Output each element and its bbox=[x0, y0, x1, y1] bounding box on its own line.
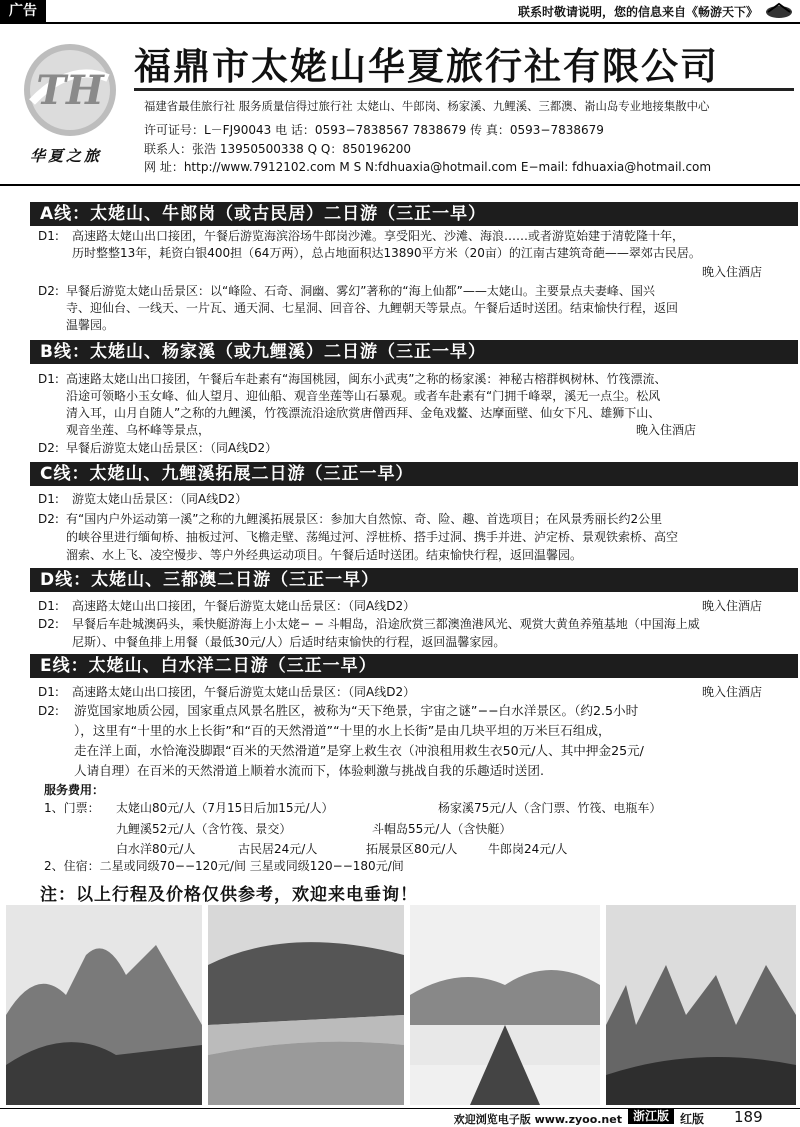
route-b-title: B线：太姥山、杨家溪（或九鲤溪）二日游（三正一早） bbox=[40, 342, 486, 362]
route-b-d2-text: 早餐后游览太姥山岳景区：（同A线D2） bbox=[66, 441, 278, 455]
fees-title: 服务费用： bbox=[44, 783, 105, 797]
license-line: 许可证号：L－FJ90043 电 话：0593−7838567 7838679 传 真：0593−7838679 bbox=[144, 123, 604, 137]
ad-label: 广告 bbox=[0, 0, 46, 22]
route-a-d1-text: 历时整整13年，耗资白银400担（64万两），总占地面积达13890平方米（20亩）的江南古建筑奇葩——翠郊古民居。 bbox=[72, 246, 701, 260]
footer-rule bbox=[0, 1108, 800, 1109]
notice: 注：以上行程及价格仅供参考，欢迎来电垂询！ bbox=[40, 885, 418, 905]
route-b-d1-text: 沿途可领略小玉女峰、仙人望月、迎仙船、观音坐莲等山石暴观。或者车赴素有“门拥千峰翠，溪无一点尘。松风 bbox=[66, 389, 661, 403]
logo-letters: TH bbox=[36, 67, 104, 114]
route-e-d2-text: 走在洋上面，水恰淹没脚跟“百米的天然滑道”是穿上救生衣（冲浪租用救生衣50元/人、其中押金25元/ bbox=[74, 743, 644, 758]
route-b-title-bar bbox=[30, 340, 798, 364]
route-c-d2-label: D2: bbox=[38, 512, 59, 526]
contact-person-line: 联系人：张浩 13950500338 Q Q：850196200 bbox=[144, 142, 412, 156]
route-a-d2-text: 早餐后游览太姥山岳景区：以“峰险、石奇、洞幽、雾幻”著称的“海上仙都”——太姥山。主要景点夫妻峰、国兴 bbox=[66, 284, 655, 298]
footer-red-label: 红版 bbox=[680, 1112, 705, 1126]
route-e-d2-text: ），这里有“十里的水上长街”和“百的天然滑道”“十里的水上长街”是由几块平坦的万米巨石组成， bbox=[74, 723, 611, 738]
route-d-d1-hotel: 晚入住酒店 bbox=[701, 599, 762, 613]
title-rule bbox=[134, 88, 794, 91]
route-c-d1-label: D1: bbox=[38, 492, 59, 506]
route-d-d1-text: 高速路太姥山出口接团，午餐后游览太姥山岳景区：（同A线D2） bbox=[72, 599, 416, 613]
route-e-d1-hotel: 晚入住酒店 bbox=[701, 685, 762, 699]
ticket-price: 拓展景区80元/人 bbox=[366, 842, 458, 856]
route-b-d1-text: 清入耳，山月自随人”之称的九鲤溪，竹筏漂流沿途欣赏唐僧西拜、金龟戏鳌、达摩面壁、仙女下凡、雄狮下山、 bbox=[66, 406, 661, 420]
ticket-price: 杨家溪75元/人（含门票、竹筏、电瓶车） bbox=[438, 801, 662, 815]
route-e-d2-text: 游览国家地质公园，国家重点风景名胜区，被称为“天下绝景，宇宙之谜”−−白水洋景区。（约2.5小时 bbox=[74, 703, 639, 718]
route-e-title: E线：太姥山、白水洋二日游（三正一早） bbox=[40, 656, 377, 676]
ticket-price: 斗帽岛55元/人（含快艇） bbox=[372, 822, 512, 836]
route-e-d1-text: 高速路太姥山出口接团，午餐后游览太姥山岳景区：（同A线D2） bbox=[72, 685, 416, 699]
ticket-price: 牛郎岗24元/人 bbox=[488, 842, 568, 856]
route-d-title: D线：太姥山、三都澳二日游（三正一早） bbox=[40, 570, 380, 590]
route-a-title-bar bbox=[30, 202, 798, 226]
route-b-d1-text: 高速路太姥山出口接团，午餐后车赴素有“海国桃园，闽东小武夷”之称的杨家溪：神秘古榕群枫树林、竹筏漂流、 bbox=[66, 372, 667, 386]
route-c-d2-text: 溜索、水上飞、凌空慢步、等户外经典运动项目。午餐后适时送团。结束愉快行程，返回温馨园。 bbox=[66, 548, 583, 562]
tickets-label: 1、门票： bbox=[44, 801, 100, 815]
route-b-d1-text: 观音坐莲、乌杯峰等景点， bbox=[66, 423, 211, 437]
route-a-d1-label: D1: bbox=[38, 229, 59, 243]
header-rule bbox=[0, 184, 800, 186]
footer-website: 欢迎浏览电子版 www.zyoo.net bbox=[453, 1113, 622, 1126]
route-d-d1-label: D1: bbox=[38, 599, 59, 613]
route-d-title-bar bbox=[30, 568, 798, 592]
company-name: 福鼎市太姥山华夏旅行社有限公司 bbox=[134, 45, 719, 88]
page-number: 189 bbox=[734, 1108, 763, 1126]
route-b-d2-label: D2: bbox=[38, 441, 59, 455]
route-b-d1-hotel: 晚入住酒店 bbox=[636, 423, 697, 437]
ticket-price: 太姥山80元/人（7月15日后加15元/人） bbox=[116, 801, 334, 815]
route-e-d2-label: D2: bbox=[38, 704, 59, 718]
ticket-price: 白水洋80元/人 bbox=[116, 842, 196, 856]
magazine-logo-icon bbox=[764, 2, 794, 20]
route-d-d2-text: 早餐后车赴城澳码头，乘快艇游海上小太姥− − 斗帽岛，沿途欣赏三都澳渔港风光、观赏大黄鱼养殖基地（中国海上威 bbox=[72, 617, 700, 631]
route-b-d1-label: D1: bbox=[38, 372, 59, 386]
route-c-d2-text: 有“国内户外运动第一溪”之称的九鲤溪拓展景区：参加大自然惊、奇、险、趣、首选项目；在风景秀丽长约2公里 bbox=[66, 512, 663, 526]
route-a-d1-text: 高速路太姥山出口接团，午餐后游览海滨浴场牛郎岗沙滩。享受阳光、沙滩、海浪……或者游览始建于清乾隆十年， bbox=[72, 229, 685, 243]
route-a-d1-hotel: 晚入住酒店 bbox=[701, 265, 762, 279]
route-c-d2-text: 的峡谷里进行缅甸桥、抽板过河、飞檐走壁、荡绳过河、浮桩桥、搭手过洞、携手并进、泸定桥、景观铁索桥、高空 bbox=[66, 530, 679, 544]
photo-stone-forest bbox=[606, 905, 796, 1105]
hotel-price: 2、住宿：二星或同级70−−120元/间 三星或同级120−−180元/间 bbox=[44, 859, 404, 873]
ticket-price: 古民居24元/人 bbox=[238, 842, 318, 856]
route-a-title: A线：太姥山、牛郎岗（或古民居）二日游（三正一早） bbox=[40, 204, 487, 224]
route-e-d2-text: 人请自理）在百米的天然滑道上顺着水流而下，体验刺激与挑战自我的乐趣适时送团. bbox=[74, 763, 544, 778]
route-d-d2-text: 尼斯）、中餐鱼排上用餐（最低30元/人）后适时结束愉快的行程，返回温馨家园。 bbox=[72, 635, 506, 649]
route-e-d1-label: D1: bbox=[38, 685, 59, 699]
route-d-d2-label: D2: bbox=[38, 617, 59, 631]
route-a-d2-text: 寺、迎仙台、一线天、一片瓦、通天洞、七星洞、回音谷、九鲤朝天等景点。午餐后适时送团。结束愉快行程，返回 bbox=[66, 301, 679, 315]
source-note: 联系时敬请说明，您的信息来自《畅游天下》 bbox=[517, 5, 758, 19]
company-logo-icon bbox=[22, 42, 118, 138]
route-a-d2-label: D2: bbox=[38, 284, 59, 298]
ticket-price: 九鲤溪52元/人（含竹筏、景交） bbox=[116, 822, 292, 836]
logo-caption: 华夏之旅 bbox=[30, 147, 103, 165]
route-c-title: C线：太姥山、九鲤溪拓展二日游（三正一早） bbox=[40, 464, 414, 484]
route-a-d2-text: 温馨园。 bbox=[66, 318, 115, 332]
route-c-title-bar bbox=[30, 462, 798, 486]
photo-beach bbox=[208, 905, 404, 1105]
photo-misty-mountain bbox=[410, 905, 600, 1105]
tagline: 福建省最佳旅行社 服务质量信得过旅行社 太姥山、牛郎岗、杨家溪、九鲤溪、三都澳、嵛山岛专业地接集散中心 bbox=[144, 99, 710, 113]
route-c-d1-text: 游览太姥山岳景区：（同A线D2） bbox=[72, 492, 248, 506]
photo-rock-peaks bbox=[6, 905, 202, 1105]
website-line: 网 址：http://www.7912102.com M S N:fdhuaxia@hotmail.com E−mail: fdhuaxia@hotmail.com bbox=[144, 160, 712, 174]
footer-edition-badge: 浙江版 bbox=[628, 1109, 674, 1124]
route-e-title-bar bbox=[30, 654, 798, 678]
